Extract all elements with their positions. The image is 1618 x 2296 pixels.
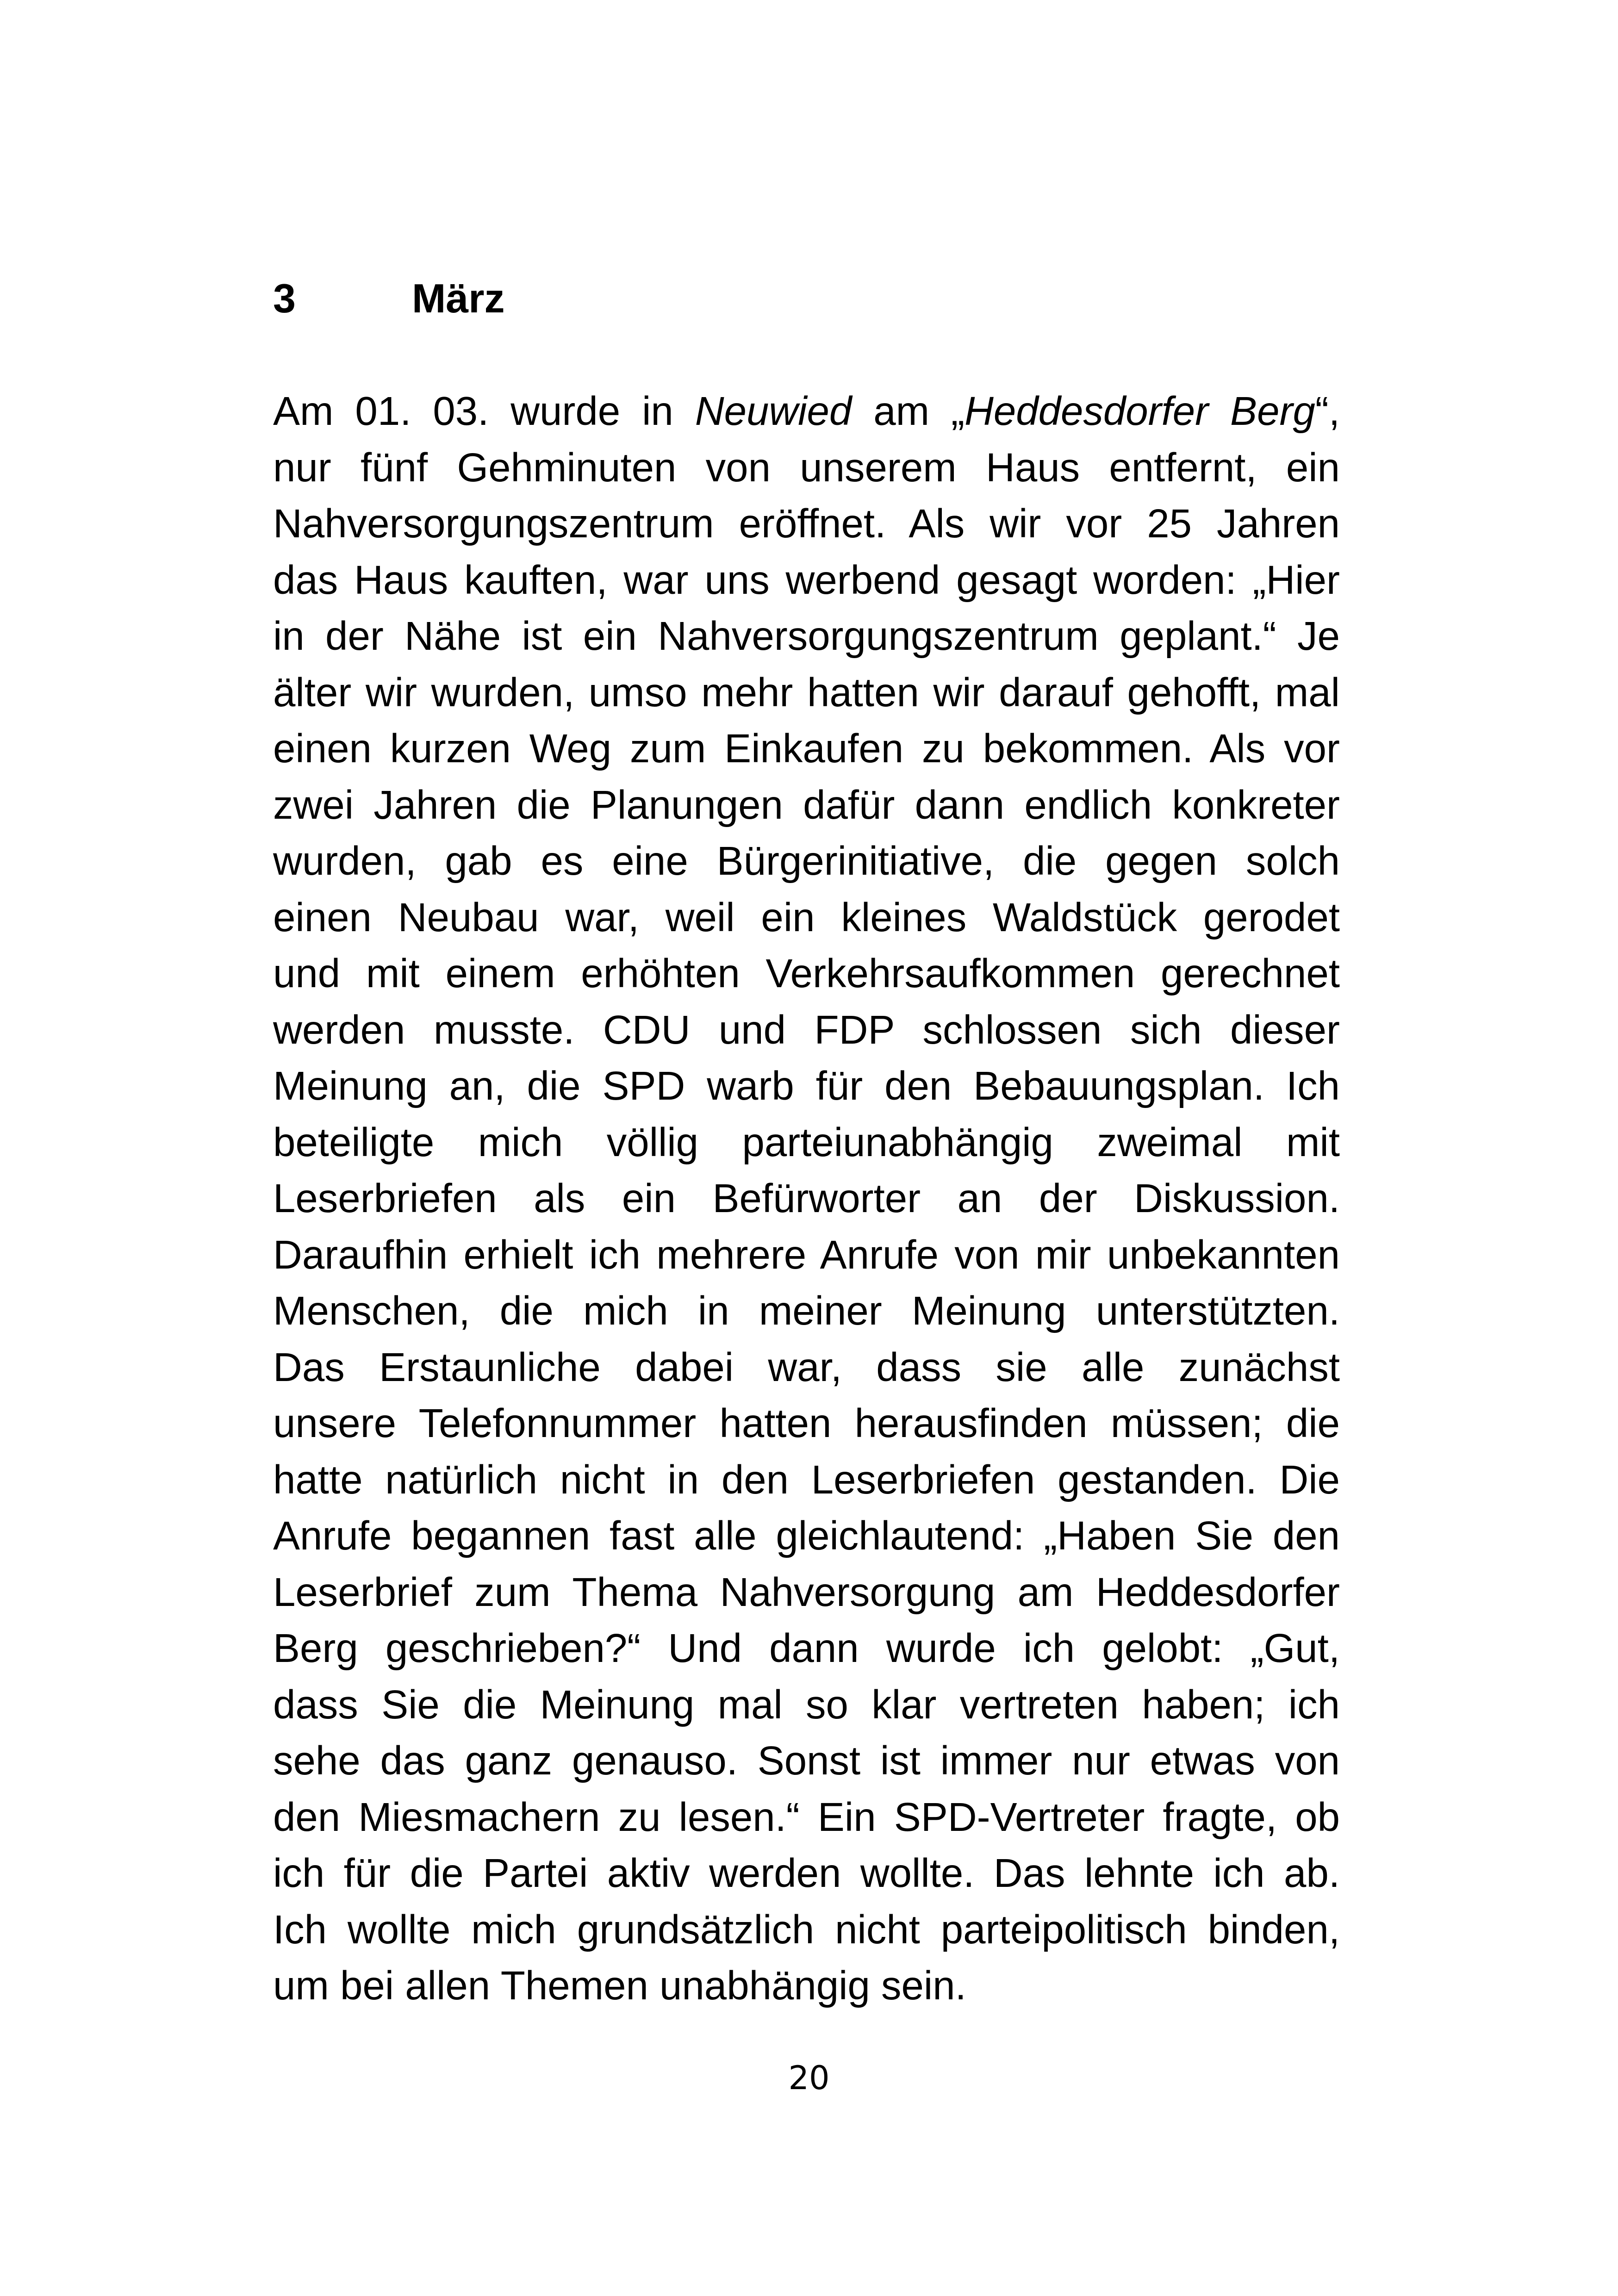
chapter-heading <box>273 268 505 329</box>
place-name-neuwied: Neuwied <box>695 389 852 434</box>
text-segment: Am 01. 03. wurde in <box>273 389 695 434</box>
place-name-heddesdorfer-berg: Heddesdorfer Berg <box>964 389 1315 434</box>
text-line: das Haus kauften, war uns werbend gesagt worden: „Hier <box>273 557 1340 603</box>
text-line: einen kurzen Weg zum Einkaufen zu bekommen. Als vor <box>273 726 1340 771</box>
text-line: einen Neubau war, weil ein kleines Waldstück gerodet <box>273 895 1340 940</box>
chapter-number: 3 <box>273 275 296 321</box>
text-line: dass Sie die Meinung mal so klar vertreten haben; ich <box>273 1682 1340 1727</box>
chapter-title: März <box>412 275 505 321</box>
text-line: um bei allen Themen unabhängig sein. <box>273 1963 966 2008</box>
text-line: den Miesmachern zu lesen.“ Ein SPD-Vertreter fragte, ob <box>273 1794 1340 1840</box>
text-line: ich für die Partei aktiv werden wollte. Das lehnte ich ab. <box>273 1851 1340 1896</box>
text-line: in der Nähe ist ein Nahversorgungszentrum geplant.“ Je <box>273 614 1340 659</box>
text-line: werden musste. CDU und FDP schlossen sich dieser <box>273 1007 1340 1052</box>
text-line: Leserbriefen als ein Befürworter an der Diskussion. <box>273 1176 1340 1221</box>
text-line: Das Erstaunliche dabei war, dass sie alle zunächst <box>273 1344 1340 1390</box>
text-line: sehe das ganz genauso. Sonst ist immer nur etwas von <box>273 1738 1340 1783</box>
text-segment: am „ <box>852 389 965 434</box>
text-line: Ich wollte mich grundsätzlich nicht parteipolitisch binden, <box>273 1907 1340 1952</box>
text-line: hatte natürlich nicht in den Leserbriefen gestanden. Die <box>273 1457 1340 1502</box>
text-line: Leserbrief zum Thema Nahversorgung am Heddesdorfer <box>273 1569 1340 1615</box>
text-line: und mit einem erhöhten Verkehrsaufkommen gerechnet <box>273 951 1340 996</box>
text-line: nur fünf Gehminuten von unserem Haus entfernt, ein <box>273 445 1340 490</box>
text-line: unsere Telefonnummer hatten herausfinden müssen; die <box>273 1401 1340 1446</box>
text-line: beteiligte mich völlig parteiunabhängig zweimal mit <box>273 1120 1340 1165</box>
page-number: 20 <box>788 2059 830 2097</box>
text-line: älter wir wurden, umso mehr hatten wir darauf gehofft, mal <box>273 670 1340 715</box>
text-line: Daraufhin erhielt ich mehrere Anrufe von mir unbekannten <box>273 1232 1340 1277</box>
text-line: Nahversorgungszentrum eröffnet. Als wir vor 25 Jahren <box>273 501 1340 546</box>
text-line: zwei Jahren die Planungen dafür dann endlich konkreter <box>273 782 1340 828</box>
text-line <box>273 383 1340 440</box>
text-line: Menschen, die mich in meiner Meinung unterstützten. <box>273 1288 1340 1333</box>
text-line: Meinung an, die SPD warb für den Bebauungsplan. Ich <box>273 1064 1340 1108</box>
text-line: wurden, gab es eine Bürgerinitiative, die gegen solch <box>273 839 1340 884</box>
text-line: Anrufe begannen fast alle gleichlautend: „Haben Sie den <box>273 1513 1340 1558</box>
body-paragraph <box>273 383 1340 2014</box>
text-line: Berg geschrieben?“ Und dann wurde ich gelobt: „Gut, <box>273 1626 1340 1671</box>
text-segment: “, <box>1315 389 1340 434</box>
